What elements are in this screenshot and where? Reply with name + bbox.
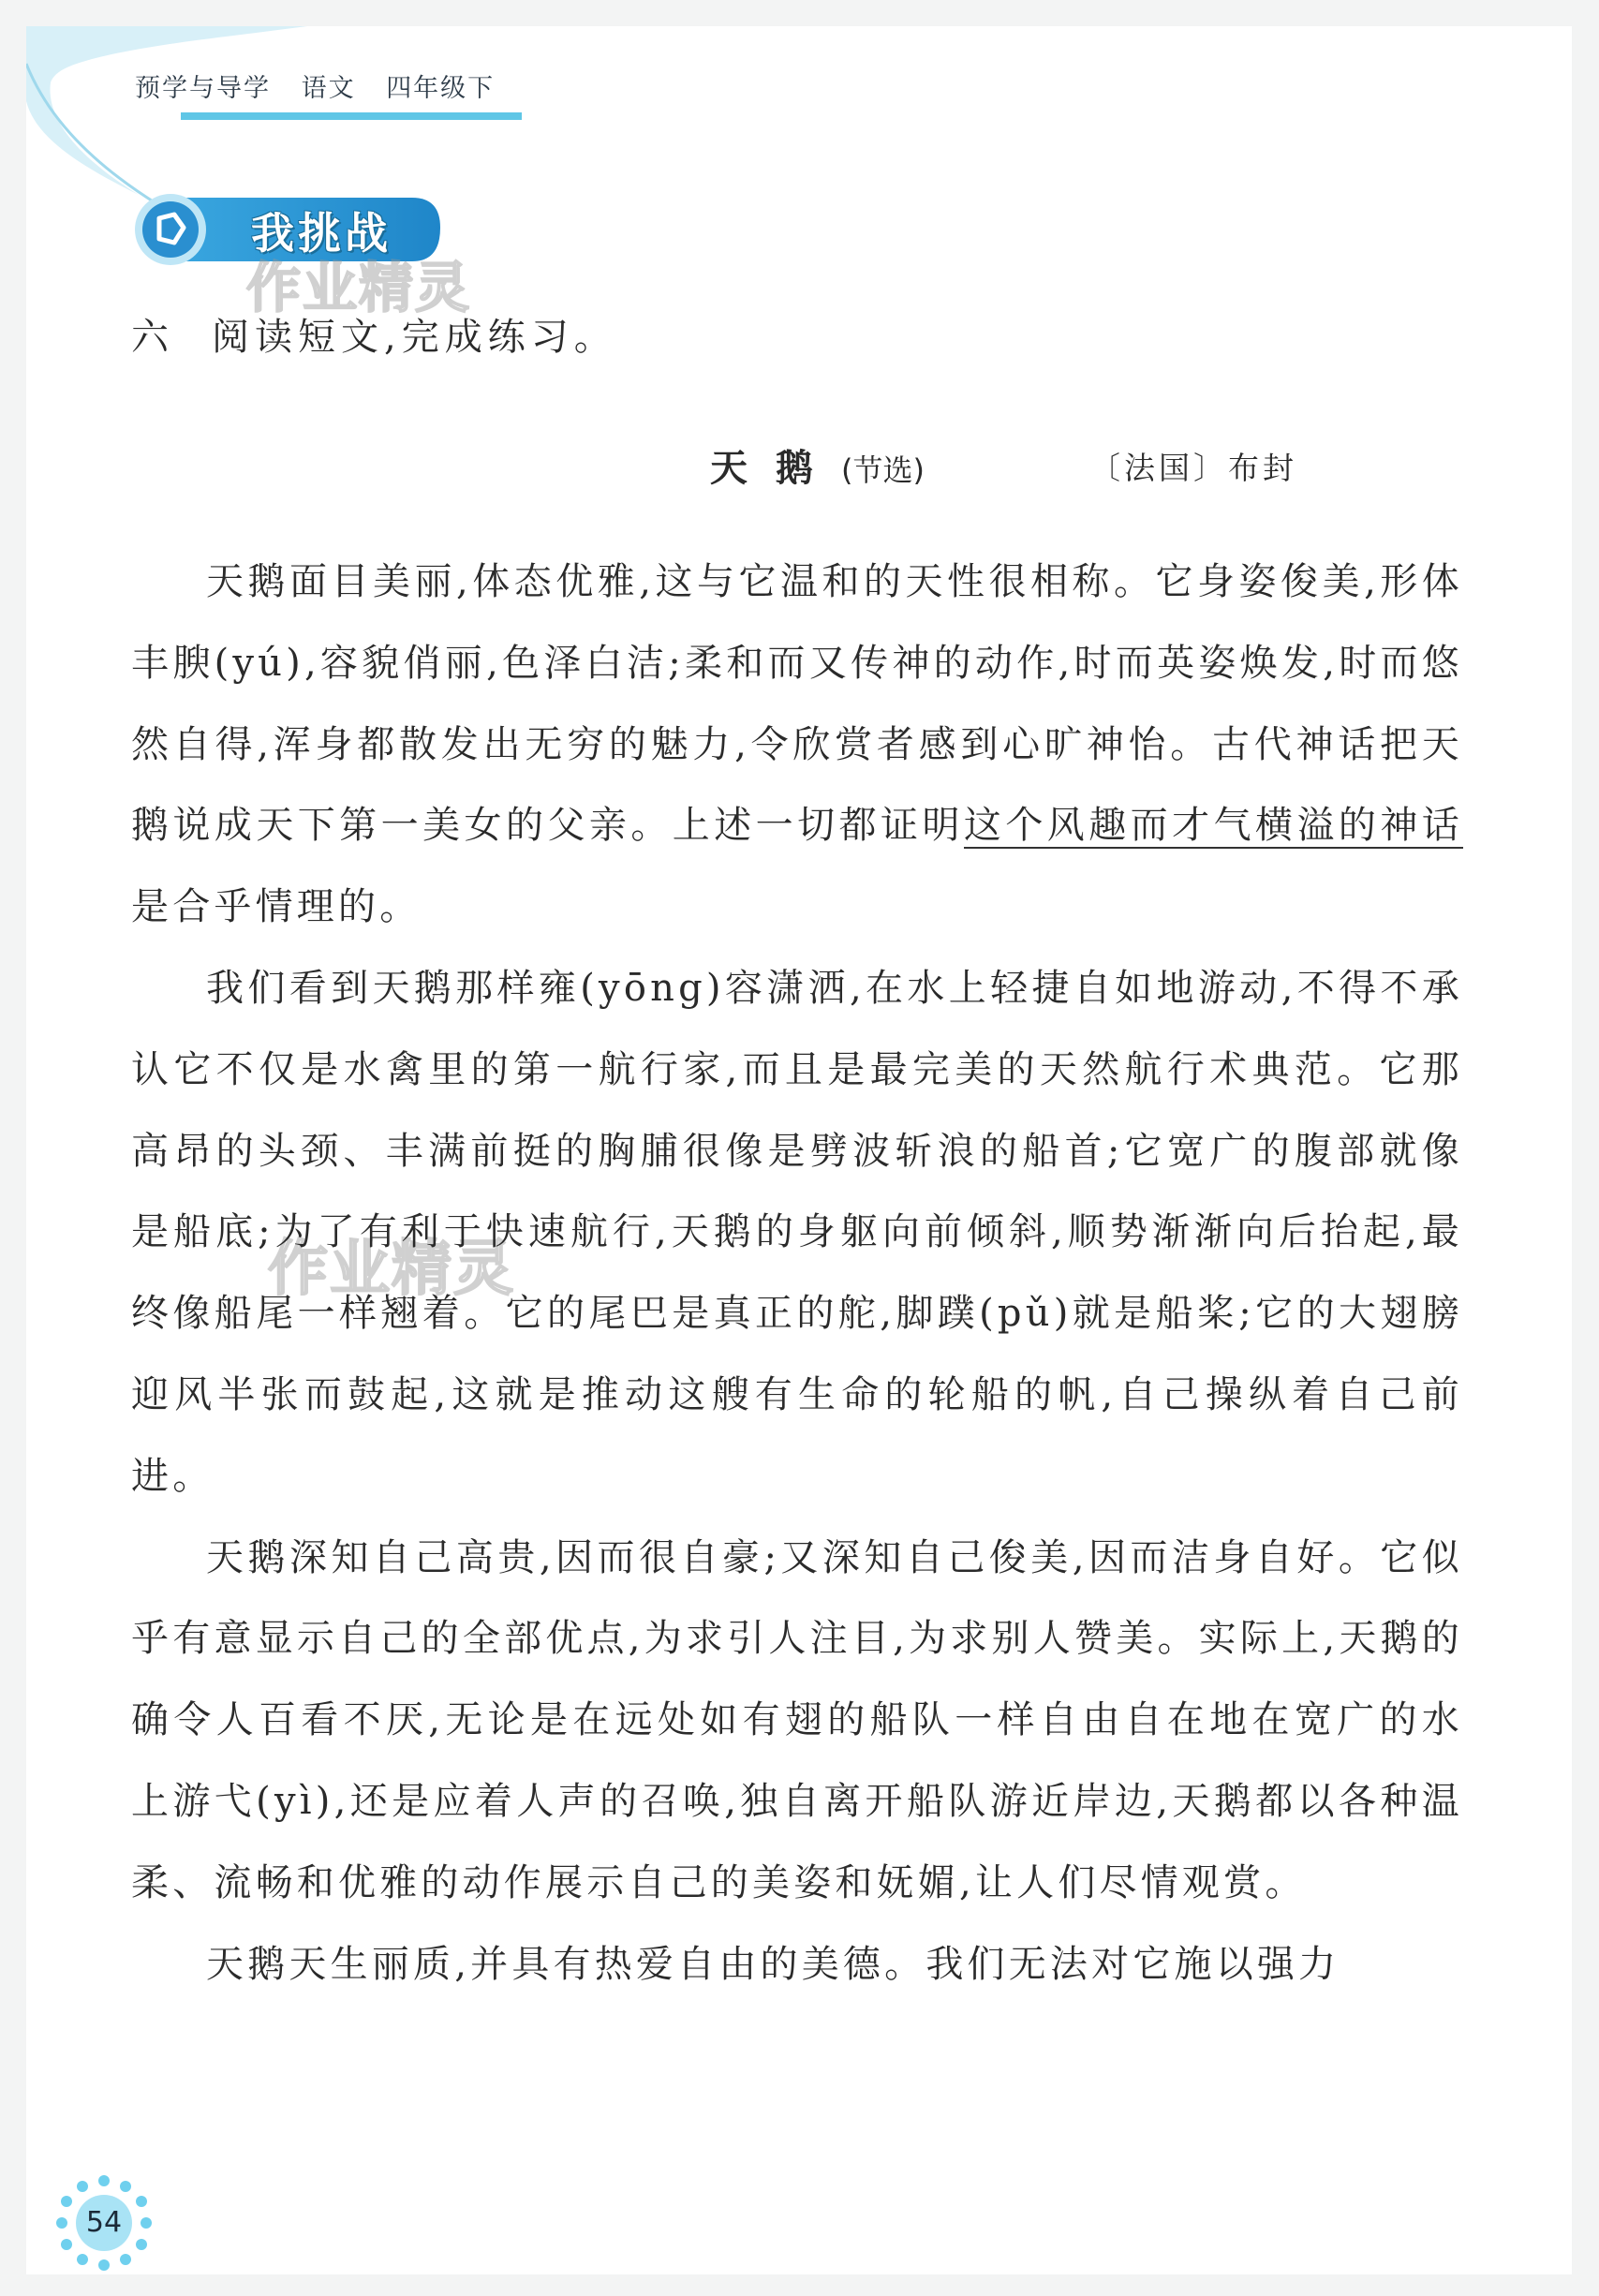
corner-swoosh-decoration xyxy=(26,26,420,214)
underlined-phrase: 这个风趣而才气横溢的神话 xyxy=(963,804,1464,848)
page-number: 54 xyxy=(85,2206,123,2239)
exercise-number: 六 xyxy=(131,316,174,359)
paragraph-4: 天鹅天生丽质,并具有热爱自由的美德。我们无法对它施以强力 xyxy=(206,1942,1340,1986)
page-number-badge xyxy=(52,2171,155,2274)
paragraph-1: 天鹅面目美丽,体态优雅,这与它温和的天性很相称。它身姿俊美,形体丰腴(yú),容貌俏丽,色泽白洁;柔和而又传神的动作,时而英姿焕发,时而悠然自得,浑身都散发出无穷的魅力,令欣赏者感到心旷神怡。古代神话把天鹅说成天下第一美女的父亲。上述一切都证明这个风趣而才气横溢的神话是合乎情理的。 xyxy=(131,560,1464,929)
header-underline xyxy=(181,112,522,120)
article-body xyxy=(131,541,1463,2005)
article-title-note: (节选) xyxy=(841,452,925,488)
article-title xyxy=(710,438,925,492)
running-header xyxy=(135,67,515,104)
exercise-heading xyxy=(131,307,617,361)
subject-label: 语文 xyxy=(301,74,356,103)
article-title-text: 天鹅 xyxy=(710,447,841,490)
paragraph-2: 我们看到天鹅那样雍(yōng)容潇洒,在水上轻捷自如地游动,不得不承认它不仅是水禽里的第一航行家,而且是最完美的天然航行术典范。它那高昂的头颈、丰满前挺的胸脯很像是劈波斩浪的船首;它宽广的腹部就像是船底;为了有利于快速航行,天鹅的身躯向前倾斜,顺势渐渐向后抬起,最终像船尾一样翘着。它的尾巴是真正的舵,脚蹼(pǔ)就是船桨;它的大翅膀迎风半张而鼓起,这就是推动这艘有生命的轮船的帆,自己操纵着自己前进。 xyxy=(131,966,1463,1498)
watermark-top: 作业精灵 xyxy=(246,256,472,319)
book-title: 预学与导学 xyxy=(135,74,271,103)
section-badge-label: 我挑战 xyxy=(251,208,392,259)
exercise-instruction: 阅读短文,完成练习。 xyxy=(212,316,617,359)
page xyxy=(26,26,1572,2274)
watermark-middle: 作业精灵 xyxy=(268,1235,515,1304)
paragraph-3: 天鹅深知自己高贵,因而很自豪;又深知自己俊美,因而洁身自好。它似乎有意显示自己的全部优点,为求引人注目,为求别人赞美。实际上,天鹅的确令人百看不厌,无论是在远处如有翅的船队一样自由自在地在宽广的水上游弋(yì),还是应着人声的召唤,独自离开船队游近岸边,天鹅都以各种温柔、流畅和优雅的动作展示自己的美姿和妩媚,让人们尽情观赏。 xyxy=(131,1535,1463,1904)
article-author: 〔法国〕布封 xyxy=(1089,450,1297,486)
grade-label: 四年级下 xyxy=(386,74,496,103)
